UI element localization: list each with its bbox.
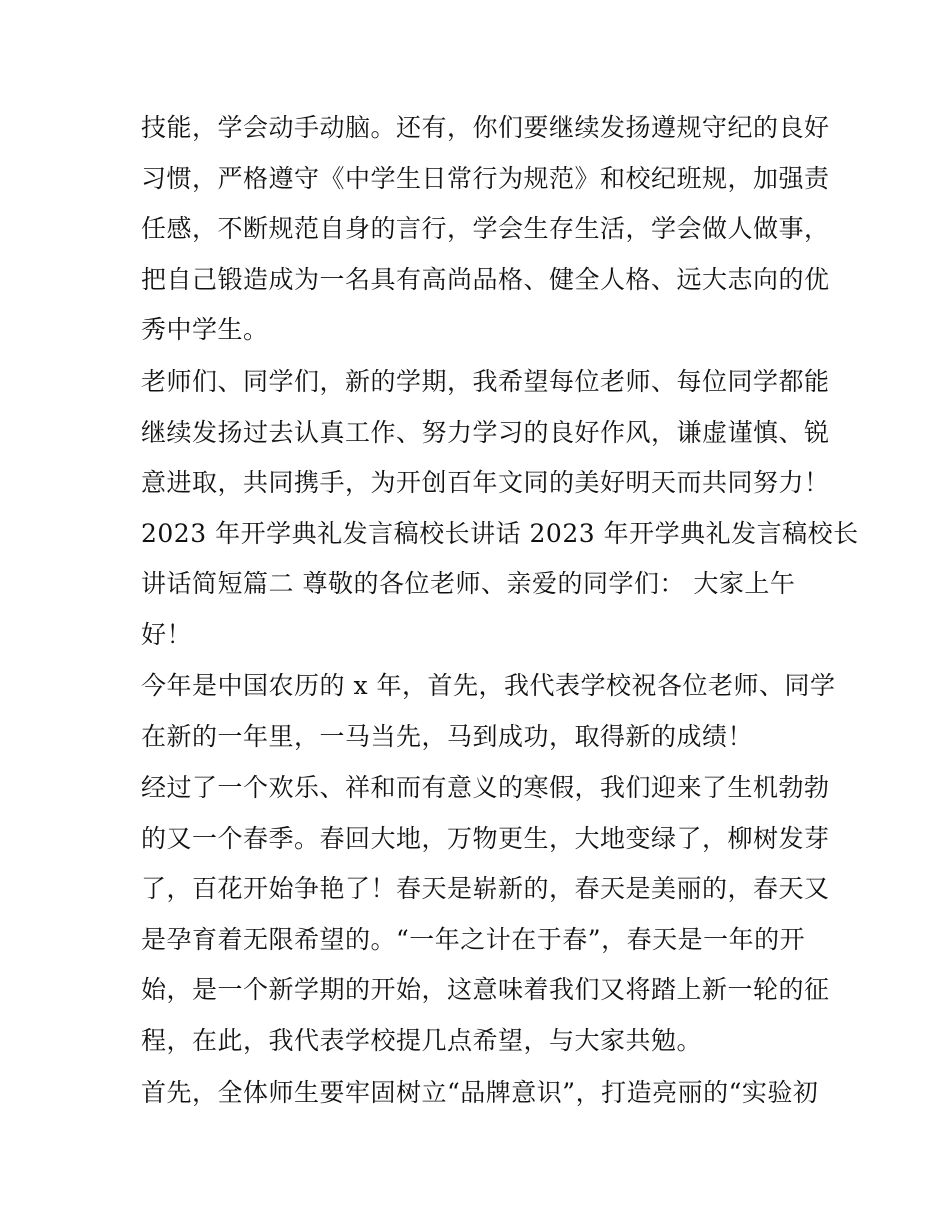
text-line: 2023 年开学典礼发言稿校长讲话 2023 年开学典礼发言稿校长 bbox=[141, 519, 859, 548]
text-line: 今年是中国农历的 x 年，首先，我代表学校祝各位老师、同学 bbox=[141, 671, 836, 700]
text-line: 继续发扬过去认真工作、努力学习的良好作风，谦虚谨慎、锐 bbox=[141, 418, 830, 447]
text-line: 习惯，严格遵守《中学生日常行为规范》和校纪班规，加强责 bbox=[141, 164, 830, 193]
text-line: 在新的一年里，一马当先，马到成功，取得新的成绩！ bbox=[141, 722, 754, 751]
text-line: 程，在此，我代表学校提几点希望，与大家共勉。 bbox=[141, 1026, 703, 1055]
text-line: 好！ bbox=[141, 620, 193, 649]
text-line: 了，百花开始争艳了！春天是崭新的，春天是美丽的，春天又 bbox=[141, 874, 830, 903]
text-line: 首先，全体师生要牢固树立“品牌意识”，打造亮丽的“实验初 bbox=[141, 1078, 819, 1107]
text-line: 老师们、同学们，新的学期，我希望每位老师、每位同学都能 bbox=[141, 367, 830, 396]
text-line: 技能，学会动手动脑。还有，你们要继续发扬遵规守纪的良好 bbox=[141, 113, 830, 142]
text-line: 秀中学生。 bbox=[141, 315, 269, 344]
text-line: 意进取，共同携手，为开创百年文同的美好明天而共同努力！ bbox=[141, 468, 830, 497]
text-line: 任感，不断规范自身的言行，学会生存生活，学会做人做事， bbox=[141, 214, 830, 243]
text-line: 的又一个春季。春回大地，万物更生，大地变绿了，柳树发芽 bbox=[141, 824, 830, 853]
text-line: 始，是一个新学期的开始，这意味着我们又将踏上新一轮的征 bbox=[141, 975, 830, 1004]
text-line: 是孕育着无限希望的。“一年之计在于春”，春天是一年的开 bbox=[141, 925, 806, 954]
text-line: 把自己锻造成为一名具有高尚品格、健全人格、远大志向的优 bbox=[141, 265, 830, 294]
text-line: 经过了一个欢乐、祥和而有意义的寒假，我们迎来了生机勃勃 bbox=[141, 773, 830, 802]
text-line: 讲话简短篇二 尊敬的各位老师、亲爱的同学们： 大家上午 bbox=[141, 569, 796, 598]
